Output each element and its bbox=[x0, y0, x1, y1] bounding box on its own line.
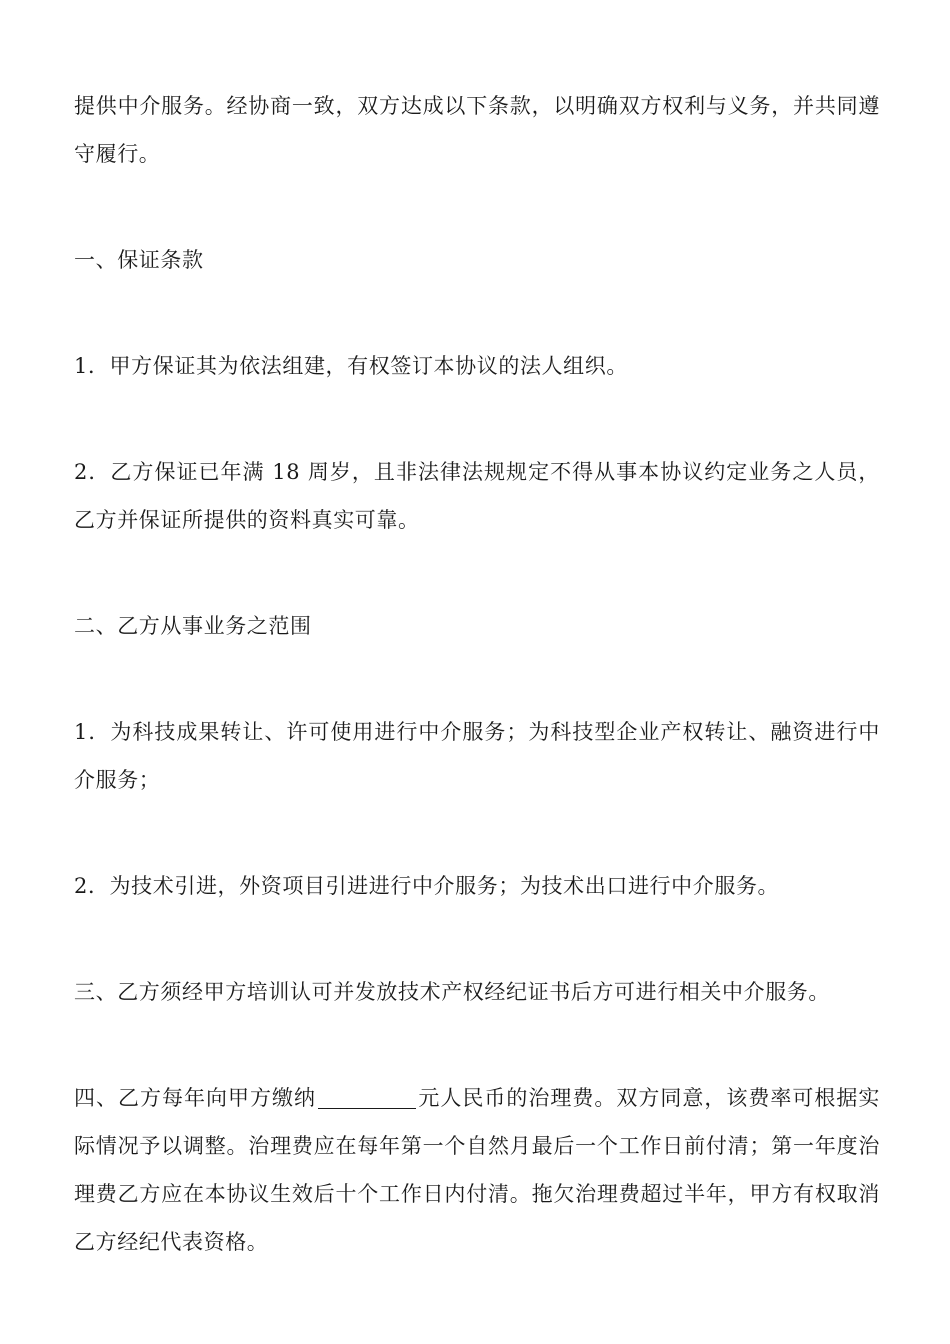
section-1-heading: 一、保证条款 bbox=[74, 248, 204, 272]
paragraph-spacer bbox=[74, 804, 880, 862]
section-2-item-2: 2．为技术引进，外资项目引进进行中介服务；为技术出口进行中介服务。 bbox=[74, 874, 780, 898]
section-1-item-2: 2．乙方保证已年满 18 周岁，且非法律法规规定不得从事本协议约定业务之人员，乙方并保证所提供的资料真实可靠。 bbox=[74, 460, 880, 532]
paragraph-spacer bbox=[74, 390, 880, 448]
section-2-item-1: 1．为科技成果转让、许可使用进行中介服务；为科技型企业产权转让、融资进行中介服务； bbox=[74, 720, 880, 792]
section-3-paragraph: 三、乙方须经甲方培训认可并发放技术产权经纪证书后方可进行相关中介服务。 bbox=[74, 980, 830, 1004]
intro-paragraph: 提供中介服务。经协商一致，双方达成以下条款，以明确双方权利与义务，并共同遵守履行。 bbox=[74, 94, 880, 166]
section-4-paragraph bbox=[74, 1074, 880, 1266]
paragraph-spacer bbox=[74, 910, 880, 968]
section-2-heading: 二、乙方从事业务之范围 bbox=[74, 614, 312, 638]
document-body bbox=[74, 82, 880, 1266]
paragraph-spacer bbox=[74, 544, 880, 602]
paragraph-spacer bbox=[74, 1016, 880, 1074]
section-1-item-1: 1．甲方保证其为依法组建，有权签订本协议的法人组织。 bbox=[74, 354, 628, 378]
paragraph-spacer bbox=[74, 178, 880, 236]
section-4-text-before: 四、乙方每年向甲方缴纳 bbox=[74, 1086, 316, 1110]
fee-amount-blank bbox=[318, 1086, 416, 1109]
paragraph-spacer bbox=[74, 284, 880, 342]
section-4-text-after: 元人民币的治理费。双方同意，该费率可根据实际情况予以调整。治理费应在每年第一个自然月最后一个工作日前付清；第一年度治理费乙方应在本协议生效后十个工作日内付清。拖欠治理费超过半年，甲方有权取消乙方经纪代表资格。 bbox=[74, 1086, 880, 1254]
paragraph-spacer bbox=[74, 650, 880, 708]
